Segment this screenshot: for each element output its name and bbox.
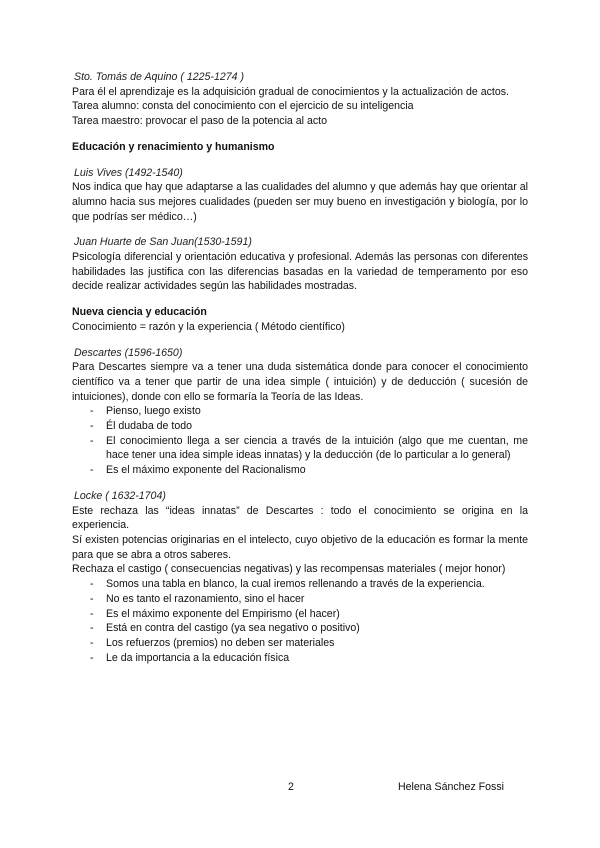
list-item: - No es tanto el razonamiento, sino el hacer (72, 592, 528, 607)
aquino-tarea-alumno: Tarea alumno: consta del conocimiento con el ejercicio de su inteligencia (72, 100, 414, 113)
list-item: - Somos una tabla en blanco, la cual iremos rellenando a través de la experiencia. (72, 577, 528, 592)
aquino-author: Sto. Tomás de Aquino ( 1225-1274 ) (74, 71, 245, 83)
huarte-text: Psicología diferencial y orientación educativa y profesional. Además las personas con diferentes habilidades las justifica con las diferencias basadas en la variedad de temperamento por eso decide realizar actividades según las habilidades mostradas. (72, 251, 528, 293)
list-item: - Está en contra del castigo (ya sea negativo o positivo) (72, 621, 528, 636)
list-item: - Pienso, luego existo (72, 404, 528, 419)
list-item: - Es el máximo exponente del Racionalismo (72, 463, 528, 478)
list-item: - Él dudaba de todo (72, 419, 528, 434)
list-item: - Le da importancia a la educación física (72, 651, 528, 666)
footer-author: Helena Sánchez Fossi (398, 781, 504, 793)
list-item: - Los refuerzos (premios) no deben ser materiales (72, 636, 528, 651)
locke-author: Locke ( 1632-1704) (74, 489, 166, 502)
list-item: - Es el máximo exponente del Empirismo (el hacer) (72, 607, 528, 622)
descartes-text: Para Descartes siempre va a tener una duda sistemática donde para conocer el conocimiento científico va a tener que partir de una idea simple ( intuición) y de deducción ( sucesión de intuiciones), donde con ello se formaría la Teoría de las Ideas. (72, 361, 528, 403)
ciencia-definition: Conocimiento = razón y la experiencia ( Método científico) (72, 320, 345, 333)
locke-text-2: Sí existen potencias originarias en el intelecto, cuyo objetivo de la educación es formar la mente para que se abra a otros saberes. (72, 533, 528, 561)
locke-text-3: Rechaza el castigo ( consecuencias negativas) y las recompensas materiales ( mejor honor) (72, 563, 506, 576)
list-item: - El conocimiento llega a ser ciencia a través de la intuición (algo que me cuentan, me hace tener una idea simple ideas innatas) y la deducción (de lo particular a lo general) (72, 434, 528, 463)
vives-text: Nos indica que hay que adaptarse a las cualidades del alumno y que además hay que orientar al alumno hacia sus mejores cualidades (pueden ser muy bueno en investigación y biología, por lo que podrías ser médico…) (72, 181, 528, 223)
aquino-text: Para él el aprendizaje es la adquisición gradual de conocimientos y la actualización de actos. (72, 85, 509, 98)
vives-author: Luis Vives (1492-1540) (74, 166, 183, 179)
descartes-author: Descartes (1596-1650) (74, 346, 183, 359)
ciencia-heading: Nueva ciencia y educación (72, 306, 207, 319)
huarte-author: Juan Huarte de San Juan(1530-1591) (74, 236, 252, 249)
page-number: 2 (288, 781, 294, 793)
renacimiento-heading: Educación y renacimiento y humanismo (72, 140, 275, 153)
locke-list (72, 577, 528, 665)
descartes-list (72, 404, 528, 478)
aquino-tarea-maestro: Tarea maestro: provocar el paso de la potencia al acto (72, 115, 327, 128)
document-body (72, 70, 528, 665)
locke-text-1: Este rechaza las “ideas innatas” de Descartes : todo el conocimiento se origina en la experiencia. (72, 504, 528, 532)
